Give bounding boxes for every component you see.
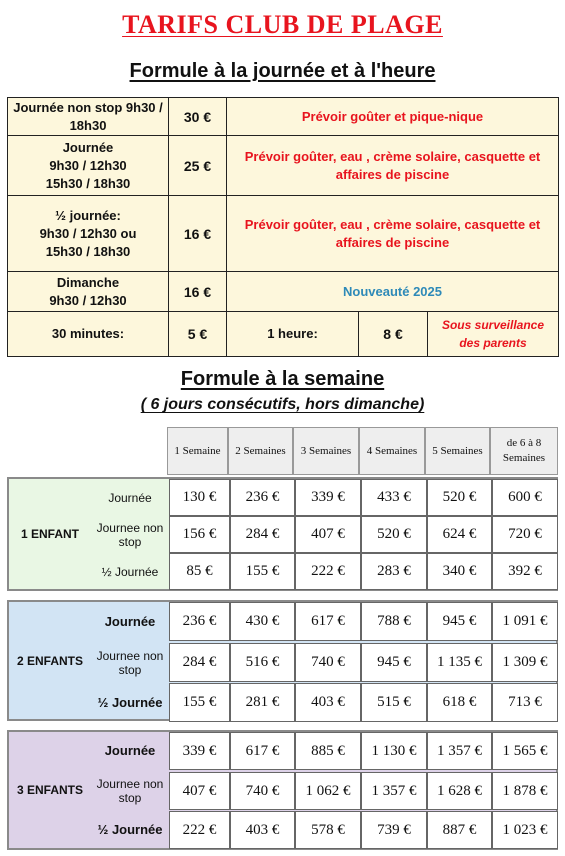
group-2-enfants bbox=[7, 600, 558, 721]
price-cell: 433 € bbox=[361, 479, 427, 516]
price-cell: 155 € bbox=[230, 553, 295, 590]
table-row bbox=[8, 312, 559, 357]
price-cell: 600 € bbox=[492, 479, 558, 516]
rate-label: ½ journée: 9h30 / 12h30 ou 15h30 / 18h30 bbox=[8, 196, 169, 272]
rate-note: Nouveauté 2025 bbox=[227, 272, 559, 312]
price-cell: 618 € bbox=[427, 683, 492, 722]
price-cell: 1 091 € bbox=[492, 602, 558, 641]
hourly-cell bbox=[227, 312, 559, 357]
price-cell: 403 € bbox=[295, 683, 361, 722]
column-header: 1 Semaine bbox=[167, 427, 228, 475]
price-cell: 578 € bbox=[295, 811, 361, 849]
rate-note: Prévoir goûter, eau , crème solaire, casquette et affaires de piscine bbox=[227, 196, 559, 272]
price-cell: 284 € bbox=[230, 516, 295, 553]
rate-price: 5 € bbox=[169, 312, 227, 357]
table-row bbox=[8, 272, 559, 312]
price-cell: 945 € bbox=[427, 602, 492, 641]
price-cell: 516 € bbox=[230, 643, 295, 682]
table-row bbox=[91, 732, 560, 769]
rate-label: Journée 9h30 / 12h30 15h30 / 18h30 bbox=[8, 136, 169, 196]
rate-price: 25 € bbox=[169, 136, 227, 196]
group-3-enfants bbox=[7, 730, 558, 850]
table-row bbox=[91, 683, 560, 720]
price-cell: 1 130 € bbox=[361, 732, 427, 770]
price-cell: 281 € bbox=[230, 683, 295, 722]
supervision-note: Sous surveillance des parents bbox=[441, 318, 545, 350]
price-cell: 520 € bbox=[361, 516, 427, 553]
rate-price: 16 € bbox=[169, 272, 227, 312]
group-label: 3 ENFANTS bbox=[16, 783, 83, 797]
group-label: 1 ENFANT bbox=[20, 527, 79, 541]
price-cell: 1 628 € bbox=[427, 772, 492, 810]
price-cell: 222 € bbox=[295, 553, 361, 590]
price-cell: 887 € bbox=[427, 811, 492, 849]
price-cell: 1 357 € bbox=[361, 772, 427, 810]
row-label: Journee non stop bbox=[96, 520, 164, 549]
price-cell: 430 € bbox=[230, 602, 295, 641]
price-cell: 788 € bbox=[361, 602, 427, 641]
rate-label: Journée non stop 9h30 / 18h30 bbox=[8, 98, 169, 136]
rate-price: 16 € bbox=[169, 196, 227, 272]
price-cell: 740 € bbox=[295, 643, 361, 682]
row-label: ½ Journée bbox=[101, 564, 159, 579]
price-cell: 739 € bbox=[361, 811, 427, 849]
column-header: 4 Semaines bbox=[359, 427, 425, 475]
price-cell: 1 023 € bbox=[492, 811, 558, 849]
price-cell: 85 € bbox=[169, 553, 230, 590]
price-cell: 392 € bbox=[492, 553, 558, 590]
section1-heading: Formule à la journée et à l'heure bbox=[129, 60, 436, 82]
price-cell: 403 € bbox=[230, 811, 295, 849]
group-label: 2 ENFANTS bbox=[16, 653, 83, 668]
rate-label: Dimanche 9h30 / 12h30 bbox=[8, 272, 169, 312]
row-label: Journée bbox=[104, 613, 156, 629]
column-header: 2 Semaines bbox=[228, 427, 293, 475]
table-row bbox=[91, 602, 560, 639]
price-cell: 617 € bbox=[230, 732, 295, 770]
hour-label: 1 heure: bbox=[227, 312, 359, 356]
price-cell: 407 € bbox=[169, 772, 230, 810]
price-cell: 407 € bbox=[295, 516, 361, 553]
section2-heading: Formule à la semaine bbox=[180, 368, 385, 390]
rate-note: Prévoir goûter, eau , crème solaire, casquette et affaires de piscine bbox=[227, 136, 559, 196]
column-header: 5 Semaines bbox=[425, 427, 490, 475]
table-row bbox=[8, 136, 559, 196]
price-cell: 1 309 € bbox=[492, 643, 558, 682]
price-cell: 130 € bbox=[169, 479, 230, 516]
price-cell: 340 € bbox=[427, 553, 492, 590]
daily-rates-table bbox=[7, 97, 559, 357]
price-cell: 520 € bbox=[427, 479, 492, 516]
price-cell: 156 € bbox=[169, 516, 230, 553]
price-cell: 720 € bbox=[492, 516, 558, 553]
price-cell: 283 € bbox=[361, 553, 427, 590]
rate-note: Prévoir goûter et pique-nique bbox=[227, 98, 559, 136]
table-row bbox=[8, 98, 559, 136]
price-cell: 155 € bbox=[169, 683, 230, 722]
group-1-enfant bbox=[7, 477, 558, 591]
hour-price: 8 € bbox=[359, 312, 428, 356]
page-title: TARIFS CLUB DE PLAGE bbox=[122, 10, 443, 39]
rate-price: 30 € bbox=[169, 98, 227, 136]
price-cell: 713 € bbox=[492, 683, 558, 722]
price-cell: 740 € bbox=[230, 772, 295, 810]
column-header: de 6 à 8 Semaines bbox=[490, 427, 558, 475]
price-cell: 339 € bbox=[169, 732, 230, 770]
price-cell: 1 062 € bbox=[295, 772, 361, 810]
column-header: 3 Semaines bbox=[293, 427, 359, 475]
price-cell: 1 135 € bbox=[427, 643, 492, 682]
row-label: Journée bbox=[104, 743, 156, 758]
table-row bbox=[91, 516, 560, 553]
price-cell: 236 € bbox=[230, 479, 295, 516]
price-cell: 945 € bbox=[361, 643, 427, 682]
price-cell: 885 € bbox=[295, 732, 361, 770]
price-cell: 1 878 € bbox=[492, 772, 558, 810]
row-label: ½ Journée bbox=[97, 822, 163, 837]
row-label: Journee non stop bbox=[96, 777, 164, 805]
price-cell: 339 € bbox=[295, 479, 361, 516]
rate-label: 30 minutes: bbox=[8, 312, 169, 357]
price-cell: 624 € bbox=[427, 516, 492, 553]
table-row bbox=[91, 772, 560, 809]
table-row bbox=[91, 643, 560, 680]
table-row bbox=[91, 811, 560, 848]
price-cell: 236 € bbox=[169, 602, 230, 641]
price-cell: 222 € bbox=[169, 811, 230, 849]
row-label: Journée bbox=[108, 490, 152, 505]
price-cell: 1 357 € bbox=[427, 732, 492, 770]
price-cell: 515 € bbox=[361, 683, 427, 722]
table-row bbox=[8, 196, 559, 272]
price-cell: 1 565 € bbox=[492, 732, 558, 770]
price-cell: 617 € bbox=[295, 602, 361, 641]
table-row bbox=[91, 553, 560, 590]
section2-subheading: ( 6 jours consécutifs, hors dimanche) bbox=[140, 396, 425, 413]
row-label: ½ Journée bbox=[97, 694, 163, 710]
row-label: Journee non stop bbox=[96, 648, 164, 677]
table-row bbox=[91, 479, 560, 516]
weeks-header bbox=[7, 427, 558, 477]
price-cell: 284 € bbox=[169, 643, 230, 682]
